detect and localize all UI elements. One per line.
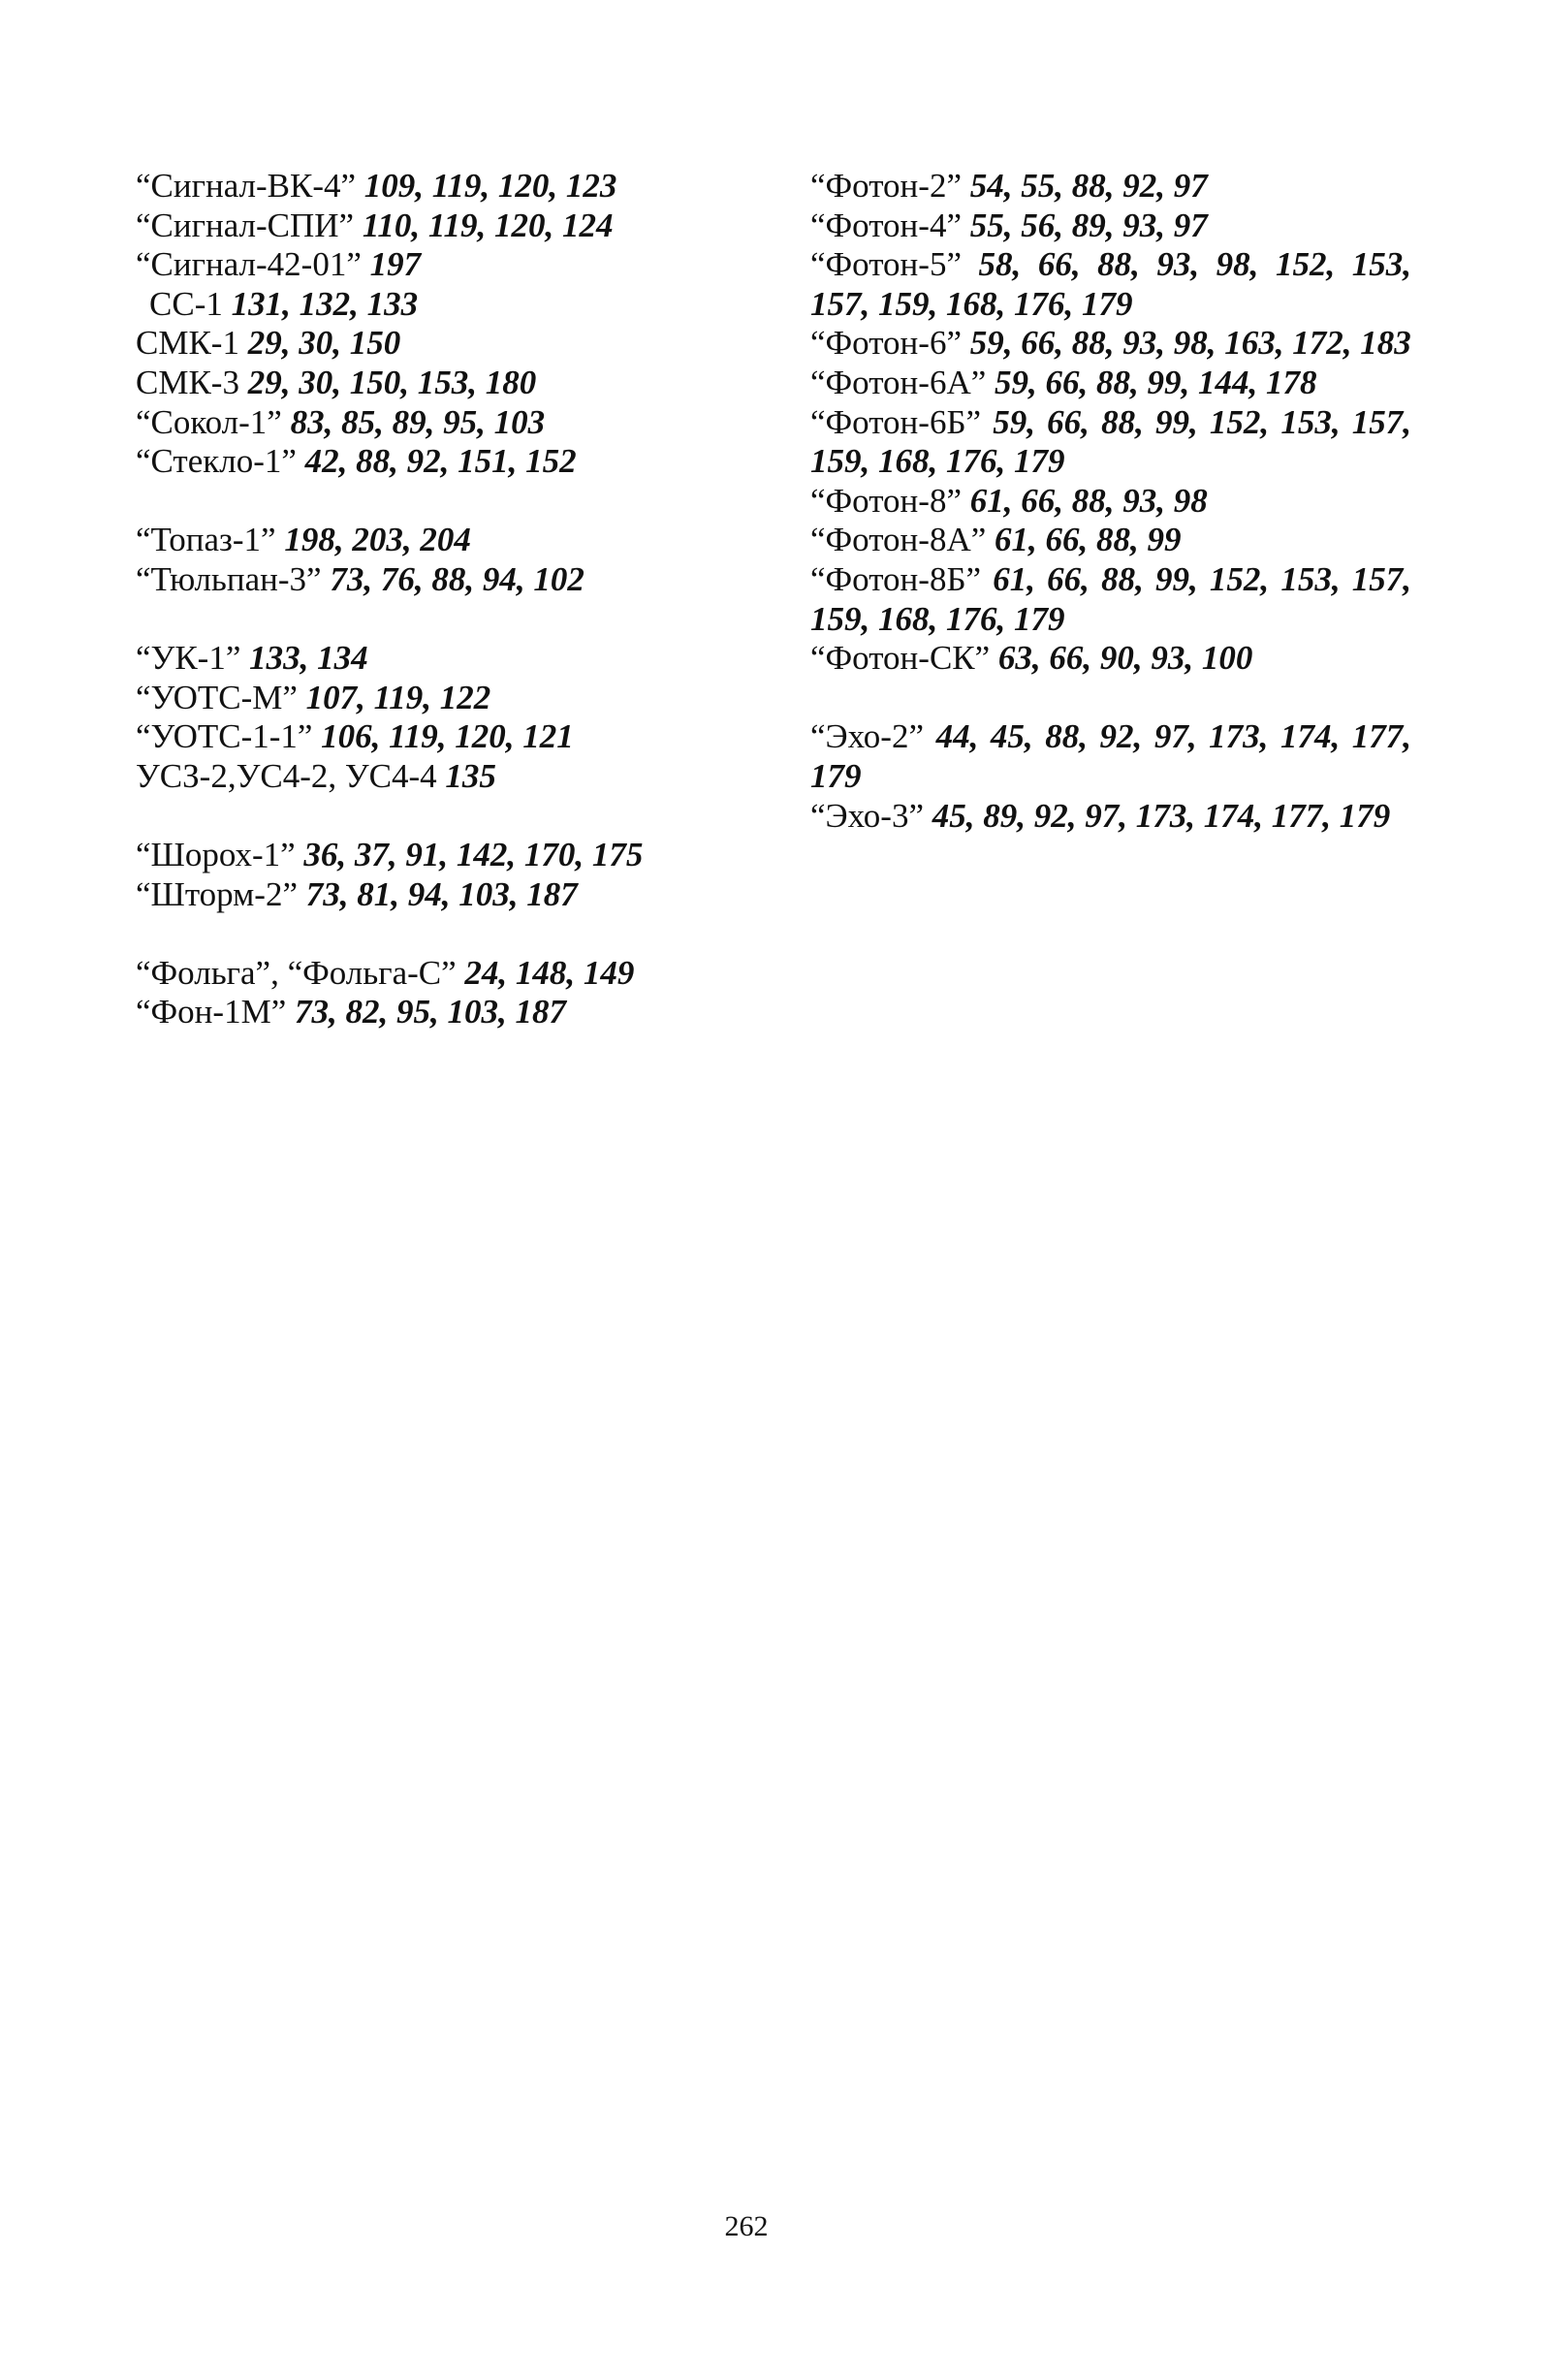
section-gap <box>136 600 756 640</box>
entry-pages: 59, 66, 88, 93, 98, 163, 172, 183 <box>969 324 1411 363</box>
entry-name: СМК-3 <box>136 363 239 401</box>
entry-name: “Сигнал-СПИ” <box>136 206 355 244</box>
index-entry <box>136 875 756 915</box>
index-entry <box>810 560 1411 639</box>
entry-pages: 83, 85, 89, 95, 103 <box>290 402 546 441</box>
entry-pages: 61, 66, 88, 99 <box>995 521 1182 559</box>
entry-name: “УК-1” <box>136 639 241 678</box>
index-entry <box>136 324 756 364</box>
index-entry <box>810 364 1411 403</box>
entry-pages: 59, 66, 88, 99, 144, 178 <box>995 363 1317 401</box>
index-entry <box>136 285 756 325</box>
index-entry <box>136 206 756 246</box>
index-entry <box>810 167 1411 206</box>
index-entry <box>136 717 756 757</box>
entry-pages: 58, 66, 88, 93, 98, 152, 153, 157, 159, 168, 176, 179 <box>810 245 1412 323</box>
index-entry <box>810 717 1411 796</box>
entry-name: “Фотон-4” <box>810 206 962 244</box>
entry-pages: 55, 56, 89, 93, 97 <box>969 206 1208 244</box>
entry-pages: 29, 30, 150 <box>247 324 401 363</box>
entry-name: “Тюльпан-3” <box>136 559 322 598</box>
entry-name: СМК-1 <box>136 324 239 363</box>
index-entry <box>136 403 756 443</box>
entry-pages: 24, 148, 149 <box>464 953 635 992</box>
entry-name: “Топаз-1” <box>136 521 276 559</box>
entry-name: “Фотон-8А” <box>810 521 987 559</box>
entry-pages: 61, 66, 88, 93, 98 <box>969 481 1208 520</box>
entry-name: “Шторм-2” <box>136 874 298 913</box>
entry-pages: 107, 119, 122 <box>305 678 491 716</box>
index-entry <box>810 206 1411 246</box>
section-gap <box>136 914 756 954</box>
index-entry <box>136 993 756 1032</box>
entry-name: СС-1 <box>149 284 223 323</box>
entry-name: “Фотон-5” <box>810 245 962 284</box>
index-entry <box>136 639 756 679</box>
entry-pages: 63, 66, 90, 93, 100 <box>997 639 1253 678</box>
entry-pages: 36, 37, 91, 142, 170, 175 <box>303 836 644 874</box>
section-gap <box>136 482 756 522</box>
index-column-left <box>136 167 756 1032</box>
entry-name: “Фотон-СК” <box>810 639 991 678</box>
index-entry <box>810 245 1411 324</box>
index-entry <box>136 679 756 718</box>
index-entry <box>810 521 1411 560</box>
entry-name: “Фотон-8Б” <box>810 559 982 598</box>
index-entry <box>136 442 756 482</box>
page-number: 262 <box>724 2210 769 2242</box>
entry-pages: 110, 119, 120, 124 <box>362 206 614 244</box>
entry-pages: 61, 66, 88, 99, 152, 153, 157, 159, 168, 176, 179 <box>810 559 1412 638</box>
entry-pages: 133, 134 <box>249 639 368 678</box>
entry-name: “Сокол-1” <box>136 402 282 441</box>
entry-pages: 131, 132, 133 <box>231 284 419 323</box>
index-entry <box>810 324 1411 364</box>
index-entry <box>136 954 756 994</box>
index-entry <box>810 639 1411 679</box>
entry-name: “Фольга”, “Фольга-С” <box>136 953 457 992</box>
entry-name: “УОТС-М” <box>136 678 298 716</box>
entry-name: “Сигнал-42-01” <box>136 245 362 284</box>
entry-pages: 29, 30, 150, 153, 180 <box>247 363 537 401</box>
entry-pages: 54, 55, 88, 92, 97 <box>969 167 1208 205</box>
index-entry <box>136 521 756 560</box>
index-entry <box>136 167 756 206</box>
index-entry <box>810 403 1411 482</box>
entry-pages: 59, 66, 88, 99, 152, 153, 157, 159, 168, 176, 179 <box>810 402 1412 481</box>
entry-name: “Стекло-1” <box>136 442 297 481</box>
index-entry <box>136 757 756 797</box>
entry-pages: 73, 81, 94, 103, 187 <box>305 874 578 913</box>
index-entry <box>136 364 756 403</box>
entry-name: “Фотон-6Б” <box>810 402 982 441</box>
entry-name: “Фотон-6” <box>810 324 962 363</box>
entry-name: “Фон-1М” <box>136 993 287 1031</box>
entry-pages: 198, 203, 204 <box>284 521 471 559</box>
entry-name: “Сигнал-ВК-4” <box>136 167 357 205</box>
index-entry <box>136 560 756 600</box>
index-entry <box>136 836 756 875</box>
entry-pages: 197 <box>369 245 422 284</box>
index-entry <box>136 245 756 285</box>
entry-pages: 44, 45, 88, 92, 97, 173, 174, 177, 179 <box>810 717 1411 795</box>
entry-pages: 106, 119, 120, 121 <box>321 717 574 756</box>
entry-pages: 45, 89, 92, 97, 173, 174, 177, 179 <box>932 796 1391 835</box>
section-gap <box>136 797 756 837</box>
entry-name: “Фотон-8” <box>810 481 962 520</box>
entry-name: “Эхо-2” <box>810 717 924 756</box>
entry-name: “Эхо-3” <box>810 796 924 835</box>
entry-pages: 109, 119, 120, 123 <box>363 167 617 205</box>
section-gap <box>810 679 1411 718</box>
entry-pages: 42, 88, 92, 151, 152 <box>304 442 577 481</box>
entry-name: “Фотон-2” <box>810 167 962 205</box>
entry-name: “Шорох-1” <box>136 836 296 874</box>
entry-name: “УОТС-1-1” <box>136 717 313 756</box>
index-entry <box>810 482 1411 522</box>
entry-pages: 135 <box>445 756 496 795</box>
entry-pages: 73, 76, 88, 94, 102 <box>330 559 584 598</box>
index-column-right <box>810 167 1411 836</box>
entry-name: УСЗ-2,УС4-2, УС4-4 <box>136 756 437 795</box>
index-entry <box>810 797 1411 837</box>
entry-name: “Фотон-6А” <box>810 363 987 401</box>
entry-pages: 73, 82, 95, 103, 187 <box>294 993 566 1031</box>
